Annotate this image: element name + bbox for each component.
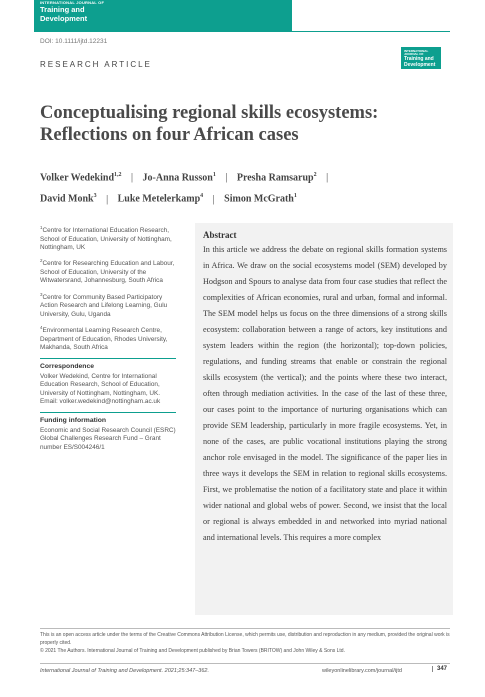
affiliation-sup: 2 [40, 258, 43, 264]
journal-badge-line1: Training and [404, 56, 434, 62]
affiliation-text: Centre for International Education Research, School of Education, University of Nottingham, Nottingham, UK [40, 227, 172, 251]
affiliation-sup: 3 [40, 291, 43, 297]
author-separator: | [212, 193, 215, 205]
author-list [40, 166, 450, 209]
author-line-1 [40, 166, 450, 187]
header-rule [292, 31, 450, 32]
correspondence-text[interactable]: Volker Wedekind, Centre for International Education Research, School of Education, University of Nottingham, Nottingham, UK. Email: volker.wedekind@nottingham.ac.uk [40, 372, 161, 405]
footer-url[interactable]: wileyonlinelibrary.com/journal/ijtd [322, 668, 402, 674]
author-sup: 1 [293, 193, 297, 200]
author-separator: | [326, 172, 329, 184]
author-name[interactable]: Simon McGrath [224, 193, 294, 205]
journal-badge [401, 47, 441, 69]
funding-rule [40, 412, 176, 413]
author-sup: 1,2 [114, 172, 122, 178]
author-separator: | [106, 193, 109, 205]
sidebar-column [40, 224, 176, 457]
license-notice [40, 631, 452, 655]
footer-rule-top [40, 628, 450, 629]
journal-badge-line2: Development [404, 62, 436, 68]
license-text: This is an open access article under the terms of the Creative Commons Attribution License, which permits use, distribution and reproduction in any medium, provided the original work is properly cited. [40, 632, 450, 646]
author-sup: 2 [313, 172, 317, 178]
journal-logo-line2: Development [40, 13, 88, 23]
journal-badge-small: INTERNATIONAL JOURNAL OF [404, 49, 429, 56]
title-line-1: Conceptualising regional skills ecosystems: [40, 103, 379, 123]
abstract-heading: Abstract [203, 230, 237, 240]
author-name[interactable]: Jo-Anna Russon [142, 172, 213, 184]
journal-logo [40, 1, 104, 22]
affiliation [40, 257, 176, 285]
author-line-2 [40, 187, 450, 208]
doi[interactable]: DOI: 10.1111/ijtd.12231 [40, 38, 108, 45]
affiliation [40, 224, 176, 252]
author-separator: | [225, 172, 228, 184]
author-sup: 3 [93, 193, 97, 200]
page-number: 347 [432, 666, 447, 672]
author-sup: 1 [212, 172, 216, 178]
affiliation [40, 291, 176, 319]
affiliation-text: Environmental Learning Research Centre, Department of Education, Rhodes University, Makhanda, South Africa [40, 327, 168, 351]
abstract-text: In this article we address the debate on regional skills formation systems in Africa. We draw on the social ecosystems model (SEM) developed by Hodgson and Spours to analyse data from four case studies that reflect the complexities of African economies, rural and urban, formal and informal. The SEM model helps us focus on the three dimensions of a strong skills ecosystem: collaboration between a range of actors, key institutions and system leaders within the region (the horizontal); top-down policies, regulations, and funding streams that enable or constrain the regional skills ecosystem (the vertical); and the points where these two interact, often through mediation activities. In the case of the last of these three, our cases point to the importance of nurturing organisations which can provide SEM leadership, particularly in more fragile ecosystems. Yet, in none of the cases, are public vocational institutions playing the strong anchor role envisaged in the model. The significance of the paper lies in three ways it develops the SEM in relation to regional skills ecosystems. First, we problematise the notion of a facilitatory state and place it within wider national and global webs of power. Second, we insist that the local or regional is always embedded in and networked into myriad national and international levels. This requires a more complex [203, 245, 447, 542]
journal-logo-line1: Training and [40, 5, 85, 14]
copyright-text: © 2021 The Authors. International Journal of Training and Development published by Brian Towers (BRITOW) and John Wiley & Sons Ltd. [40, 648, 345, 654]
title-line-2: Reflections on four African cases [40, 125, 299, 145]
author-name[interactable]: Volker Wedekind [40, 172, 115, 184]
correspondence-rule [40, 358, 176, 359]
affiliation [40, 324, 176, 352]
correspondence-heading: Correspondence [40, 363, 95, 371]
affiliation-sup: 1 [40, 225, 43, 230]
funding-heading: Funding information [40, 417, 107, 425]
author-sup: 4 [200, 193, 204, 200]
author-name[interactable]: David Monk [40, 193, 94, 205]
footer-journal-citation: International Journal of Training and Development. 2021;25:347–362. [40, 668, 209, 674]
affiliation-sup: 4 [40, 325, 43, 331]
author-separator: | [131, 172, 134, 184]
funding-text: Economic and Social Research Council (ESRC) Global Challenges Research Fund – Grant number ES/S004246/1 [40, 426, 176, 451]
footer-rule-bottom [40, 663, 450, 664]
author-name[interactable]: Luke Metelerkamp [117, 193, 201, 205]
author-name[interactable]: Presha Ramsarup [236, 172, 314, 184]
affiliation-text: Centre for Community Based Participatory Action Research and Lifelong Learning, Gulu University, Gulu, Uganda [40, 293, 168, 318]
article-title [40, 102, 440, 146]
journal-logo-small: INTERNATIONAL JOURNAL OF [40, 0, 105, 5]
affiliation-text: Centre for Researching Education and Labour, School of Education, University of the Witwatersrand, Johannesburg, South Africa [40, 260, 175, 285]
article-type: RESEARCH ARTICLE [40, 60, 152, 69]
